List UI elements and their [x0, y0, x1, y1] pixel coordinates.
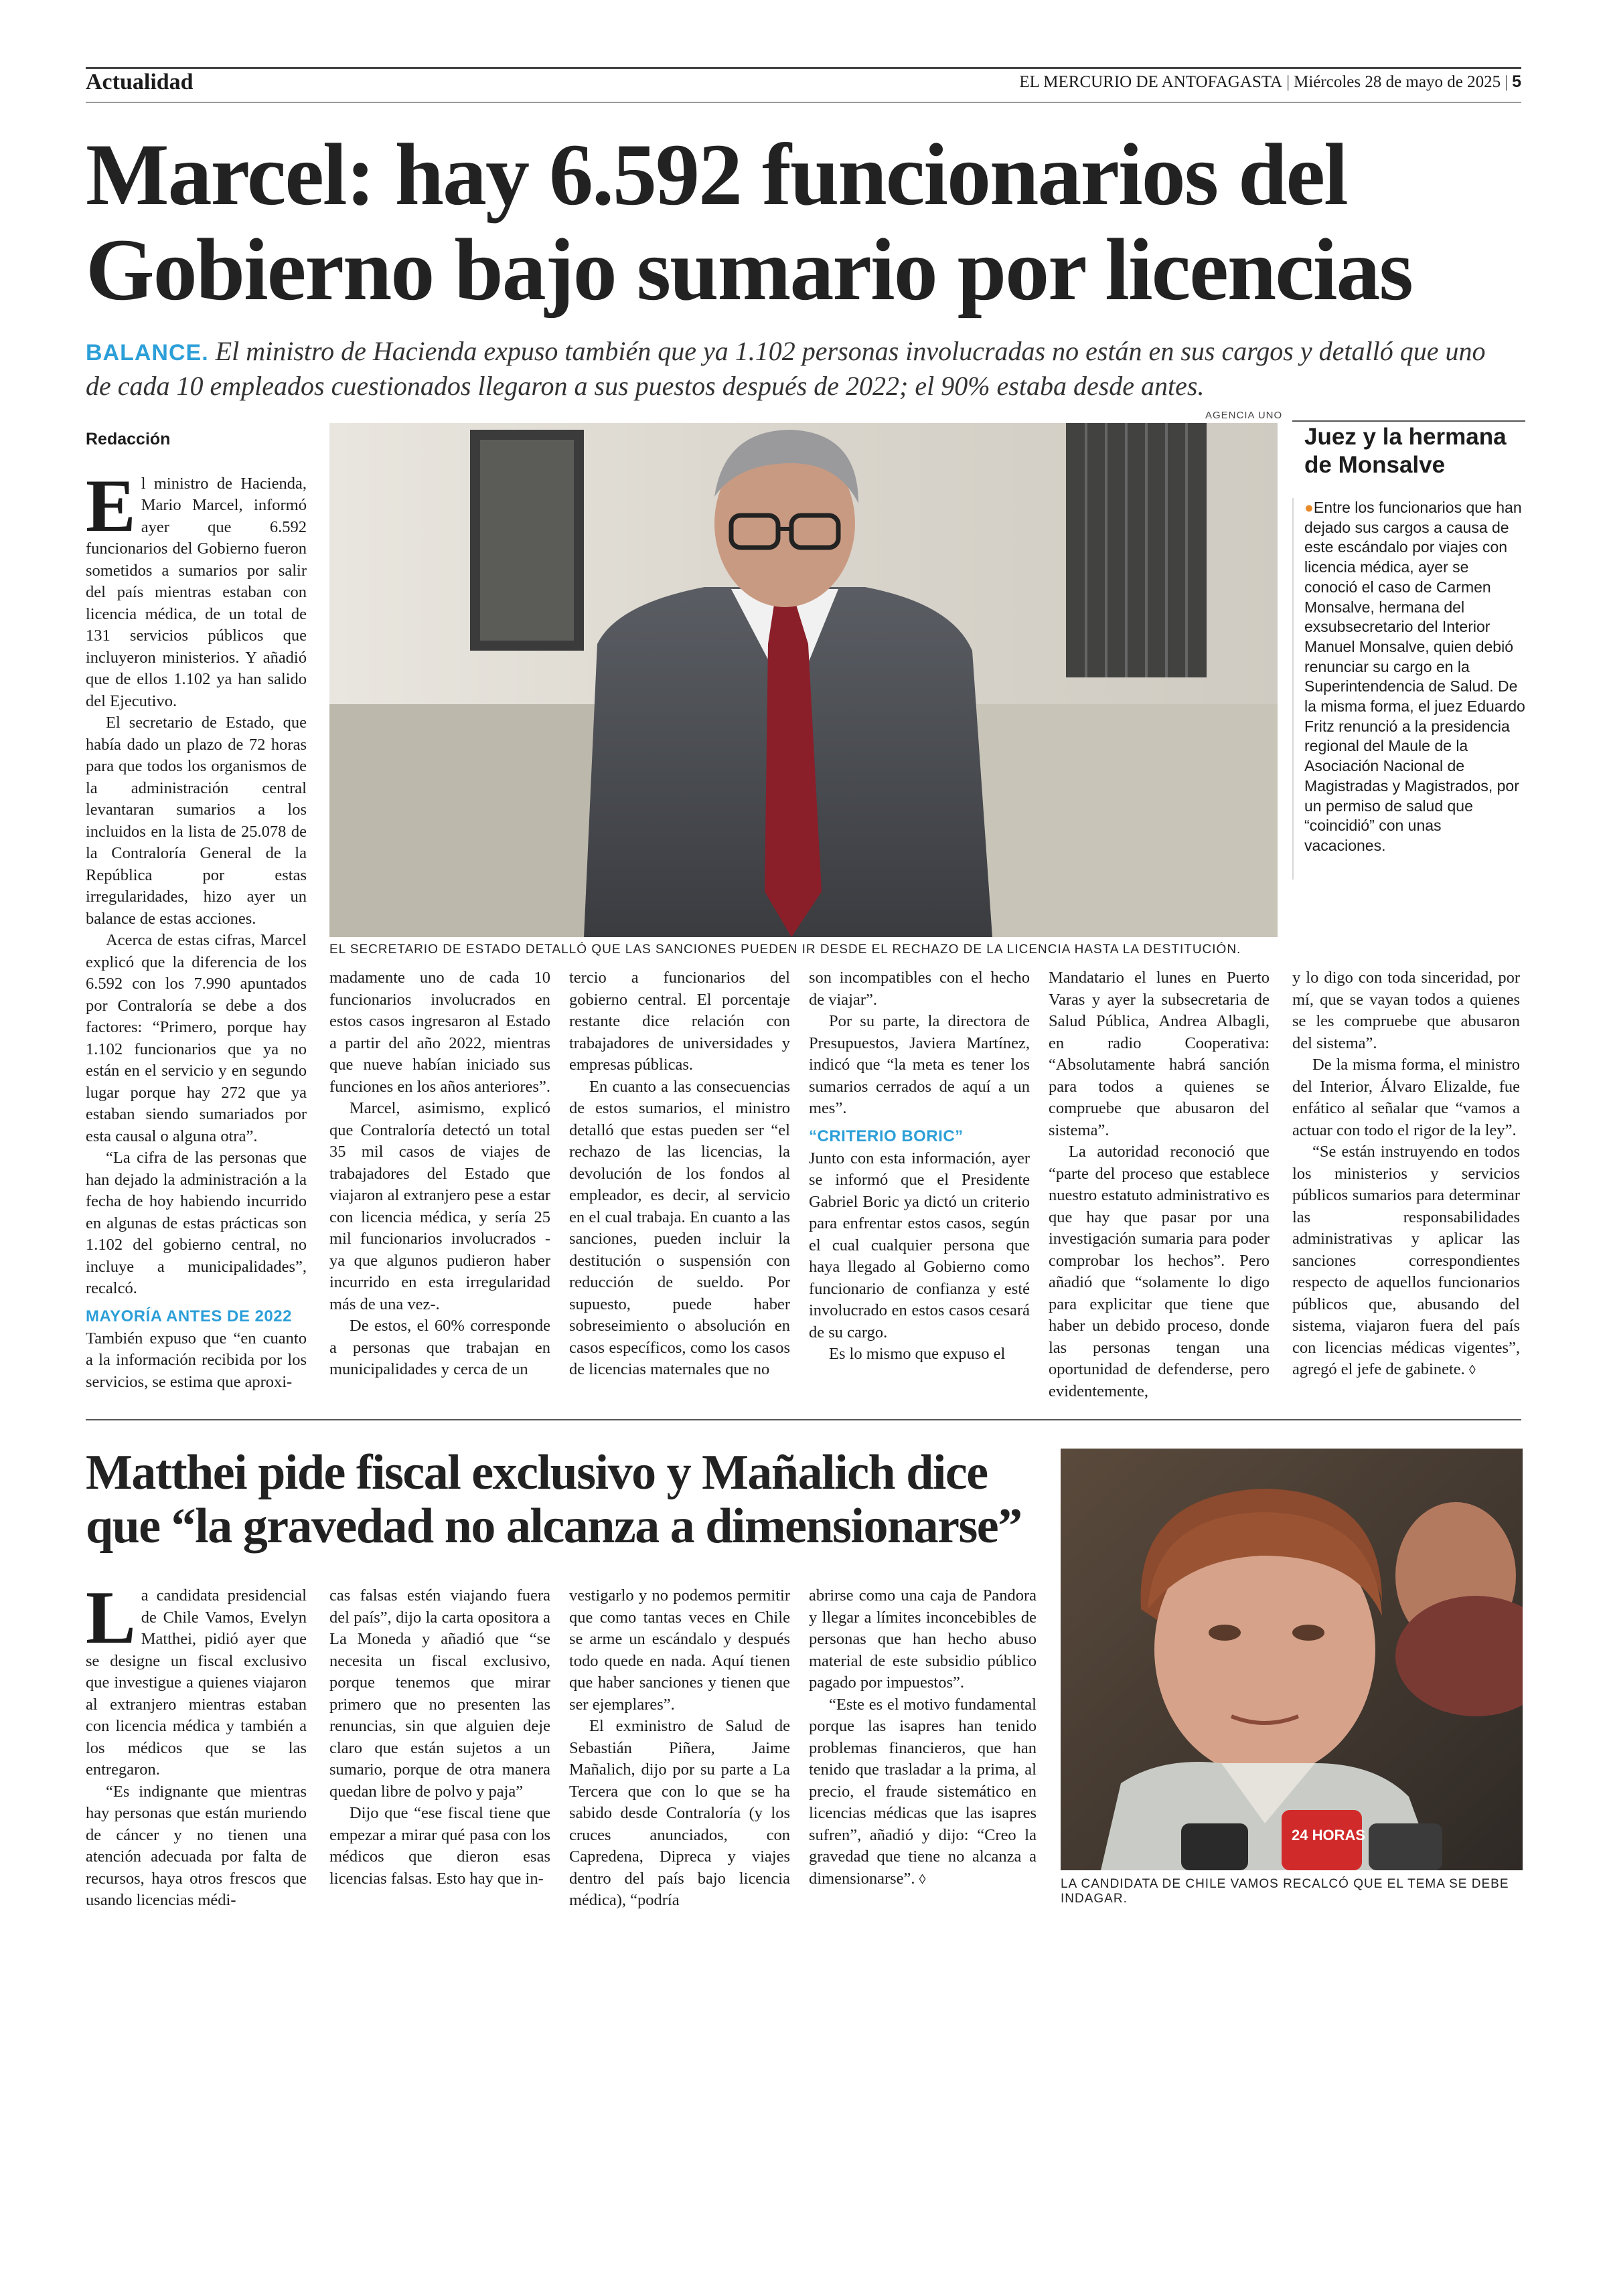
paragraph: “La cifra de las personas que han dejado la administración a la fecha de hoy habiendo incurrido en algunas de estas prácticas son 1.102 del gobierno central, no incluye a municipalidades”, recalcó. [86, 1149, 307, 1297]
paragraph: “Este es el motivo fundamental porque las isapres han tenido problemas financieros, que han tenido que trasladar a la prima, al precio, el fraude sistemático en licencias médicas que las isapres sufren”, añadió y dijo: “Creo la gravedad que tiene no alcanza a dimensionarse”. ◊ [809, 1695, 1037, 1888]
photo-minister [329, 423, 1278, 937]
paragraph: Marcel, asimismo, explicó que Contraloría detectó un total 35 mil casos de viajes de trabajadores del Estado que viajaron al extranjero pese a estar con licencia médica, y sería 25 mil funcionarios involucrados -ya que algunos pudieron haber incurrido en esta irregularidad más de una vez-. [329, 1099, 550, 1313]
paragraph: De estos, el 60% corresponde a personas que trabajan en municipalidades y cerca de un [329, 1317, 550, 1378]
article2-column-3 [569, 1585, 790, 1912]
sidebar-title: Juez y la hermana de Monsalve [1304, 424, 1507, 478]
deck-text: El ministro de Hacienda expuso también que ya 1.102 personas involucradas no están en sus cargos y detalló que uno de cada 10 empleados cuestionados llegaron a sus puestos después de 2022; el 90% estaba desde antes. [86, 336, 1486, 401]
article-column-1 [86, 428, 307, 1393]
paragraph: “Es indignante que mientras hay personas que están muriendo de cáncer y no tienen una atención adecuada por falta de recursos, haya otros frescos que usando licencias médi- [86, 1782, 307, 1909]
article2-column-2 [329, 1585, 550, 1890]
paragraph: Mandatario el lunes en Puerto Varas y ayer la subsecretaria de Salud Pública, Andrea Albagli, en radio Cooperativa: “Absolutamente habrá sanción para todos a quienes se compruebe que abusaron del sistema”. [1049, 969, 1270, 1139]
end-mark-icon: ◊ [1468, 1363, 1476, 1378]
article2-column-4 [809, 1585, 1037, 1890]
sidebar-rule [1292, 420, 1525, 422]
paragraph: Dijo que “ese fiscal tiene que empezar a mirar qué pasa con los médicos que dieron esas licencias falsas. Esto hay que in- [329, 1804, 550, 1888]
article-column-3 [569, 967, 790, 1381]
mic-label: 24 HORAS [1292, 1827, 1366, 1843]
deck [86, 335, 1499, 403]
headline-2: Matthei pide fiscal exclusivo y Mañalich dice que “la gravedad no alcanza a dimensionarse” [86, 1445, 1022, 1554]
subhead: “CRITERIO BORIC” [809, 1127, 964, 1145]
dropcap-2: L [86, 1576, 136, 1659]
paragraph: madamente uno de cada 10 funcionarios involucrados en estos casos ingresaron al Estado a partir del año 2022, mientras que nueve habían iniciado sus funciones en los años anteriores”. [329, 969, 550, 1096]
end-mark-icon: ◊ [919, 1872, 926, 1887]
issue-date: Miércoles 28 de mayo de 2025 [1294, 73, 1501, 91]
byline: Redacción [86, 430, 171, 448]
paragraph: En cuanto a las consecuencias de estos sumarios, el ministro detalló que estas pueden ser “el rechazo de las licencias, la devolución de los fondos al empleador, es decir, al servicio en el cual trabaja. En cuanto a las sanciones, pueden incluir la destitución o suspensión con reducción de sueldo. Por supuesto, puede haber sobreseimiento o absolución en casos específicos, como los casos de licencias maternales que no [569, 1077, 790, 1378]
article-column-5 [1049, 967, 1270, 1402]
photo-caption: EL SECRETARIO DE ESTADO DETALLÓ QUE LAS SANCIONES PUEDEN IR DESDE EL RECHAZO DE LA LICENCIA HASTA LA DESTITUCIÓN. [329, 942, 1241, 957]
deck-kicker: BALANCE. [86, 340, 209, 365]
paragraph: “Se están instruyendo en todos los ministerios y servicios públicos sumarios para determinar las responsabilidades administrativas y aplicar las sanciones correspondientes respecto de aquellos funcionarios públicos que, abusando del sistema, viajaron fuera del país con licencias médicas vigentes”, agregó el jefe de gabinete. ◊ [1292, 1143, 1520, 1378]
sidebar-border [1292, 498, 1294, 880]
paragraph: Junto con esta información, ayer se informó que el Presidente Gabriel Boric ya dictó un criterio para enfrentar estos casos, según el cual cualquier persona que haya llegado al Gobierno como funcionario de confianza y esté involucrado en estos casos cesará de su cargo. [809, 1149, 1030, 1341]
section-label: Actualidad [86, 70, 194, 94]
story-divider [86, 1419, 1521, 1420]
paragraph: tercio a funcionarios del gobierno central. El porcentaje restante dice relación con trabajadores de universidades y empresas públicas. [569, 969, 790, 1074]
photo-matthei-illustration [1061, 1449, 1523, 1870]
publication-name: EL MERCURIO DE ANTOFAGASTA [1019, 73, 1283, 91]
paragraph: abrirse como una caja de Pandora y llegar a límites inconcebibles de personas que han hecho abuso material de este subsidio público pagado por impuestos”. [809, 1586, 1037, 1692]
paragraph: De la misma forma, el ministro del Interior, Álvaro Elizalde, fue enfático al señalar que “vamos a actuar con todo el rigor de la ley”. [1292, 1056, 1520, 1139]
paragraph: Por su parte, la directora de Presupuestos, Javiera Martínez, indicó que “la meta es tener los sumarios cerrados de aquí a un mes”. [809, 1012, 1030, 1117]
paragraph: y lo digo con toda sinceridad, por mí, que se vayan todos a quienes se les compruebe que abusaron del sistema”. [1292, 969, 1520, 1052]
page-number: 5 [1512, 72, 1521, 91]
paragraph: Acerca de estas cifras, Marcel explicó que la diferencia de los 6.592 con los 7.990 apuntados por Contraloría se debe a dos factores: “Primero, porque hay 1.102 funcionarios que ya no están en el servicio y en segundo lugar porque hay 272 que ya estaban siendo sumariados por esta causal o alguna otra”. [86, 931, 307, 1145]
lead-paragraph: La candidata presidencial de Chile Vamos, Evelyn Matthei, pidió ayer que se designe un fiscal exclusivo que investigue a quienes viajaron al extranjero mientras estaban con licencia médica y también a los médicos que se las entregaron. [86, 1576, 307, 1779]
paragraph: Es lo mismo que expuso el [829, 1345, 1006, 1363]
photo-minister-illustration [329, 423, 1278, 937]
subhead: MAYORÍA ANTES DE 2022 [86, 1307, 292, 1325]
paragraph: La autoridad reconoció que “parte del proceso que establece nuestro estatuto administrativo es que hay que pasar por una investigación sumaria para poder comprobar los hechos”. Pero añadió que “solamente lo digo para explicitar que tiene que haber un debido proceso, donde las personas tengan una oportunidad de defenderse, pero evidentemente, [1049, 1143, 1270, 1400]
header-rule [86, 67, 1521, 69]
paragraph: cas falsas estén viajando fuera del país”, dijo la carta opositora a La Moneda y añadió que “se necesita un fiscal exclusivo, porque tenemos que mirar primero que no presenten las renuncias, sin que alguien deje claro que están sujetos a un sumario, porque de otra manera quedan libre de polvo y paja” [329, 1586, 550, 1801]
paragraph: vestigarlo y no podemos permitir que como tantas veces en Chile se arme un escándalo y después todo quede en nada. Aquí tienen que haber sanciones y tienen que ser ejemplares”. [569, 1586, 790, 1714]
paragraph: El exministro de Salud de Sebastián Piñera, Jaime Mañalich, dijo por su parte a La Tercera que con lo que se ha sabido desde Contraloría (y los cruces anunciados, con Capredena, Dipreca y viajes dentro del país bajo licencia médica), “podría [569, 1717, 790, 1909]
dropcap: E [86, 464, 136, 548]
sidebar-text: ●Entre los funcionarios que han dejado sus cargos a causa de este escándalo por viajes con licencia médica, ayer se conoció el caso de Carmen Monsalve, hermana del exsubsecretario del Interior Manuel Monsalve, quien debió renunciar su cargo en la Superintendencia de Salud. De la misma forma, el juez Eduardo Fritz renunció a la presidencia regional del Maule de la Asociación Nacional de Magistradas y Magistrados, por un permiso de salud que “coincidió” con unas vacaciones. [1304, 499, 1525, 854]
article-column-6 [1292, 967, 1520, 1382]
paragraph: son incompatibles con el hecho de viajar”. [809, 969, 1030, 1009]
article-column-4 [809, 967, 1030, 1366]
article2-column-1 [86, 1576, 307, 1912]
lead-paragraph: El ministro de Hacienda, Mario Marcel, informó ayer que 6.592 funcionarios del Gobierno fueron sometidos a sumarios por salir del país mientras estaban con licencia médica, de un total de 131 servicios públicos que incluyeron ministerios. Y añadió que de ellos 1.102 ya han salido del Ejecutivo. [86, 464, 307, 710]
photo-caption-2: LA CANDIDATA DE CHILE VAMOS RECALCÓ QUE EL TEMA SE DEBE INDAGAR. [1061, 1877, 1509, 1906]
masthead: EL MERCURIO DE ANTOFAGASTA | Miércoles 28 de mayo de 2025 | 5 [1019, 72, 1521, 91]
bullet-icon: ● [1304, 499, 1314, 516]
photo-credit: AGENCIA UNO [1205, 410, 1283, 421]
photo-matthei [1061, 1449, 1523, 1870]
headline: Marcel: hay 6.592 funcionarios del Gobierno bajo sumario por licencias [86, 125, 1412, 319]
paragraph: También expuso que “en cuanto a la información recibida por los servicios, se estima que aproxi- [86, 1329, 307, 1391]
paragraph: El secretario de Estado, que había dado un plazo de 72 horas para que todos los organismos de la administración central levantaran sumarios a los incluidos en la lista de 25.078 de la Contraloría General de la República por estas irregularidades, hizo ayer un balance de estas acciones. [86, 714, 307, 928]
header-line [86, 102, 1521, 103]
article-column-2 [329, 967, 550, 1381]
